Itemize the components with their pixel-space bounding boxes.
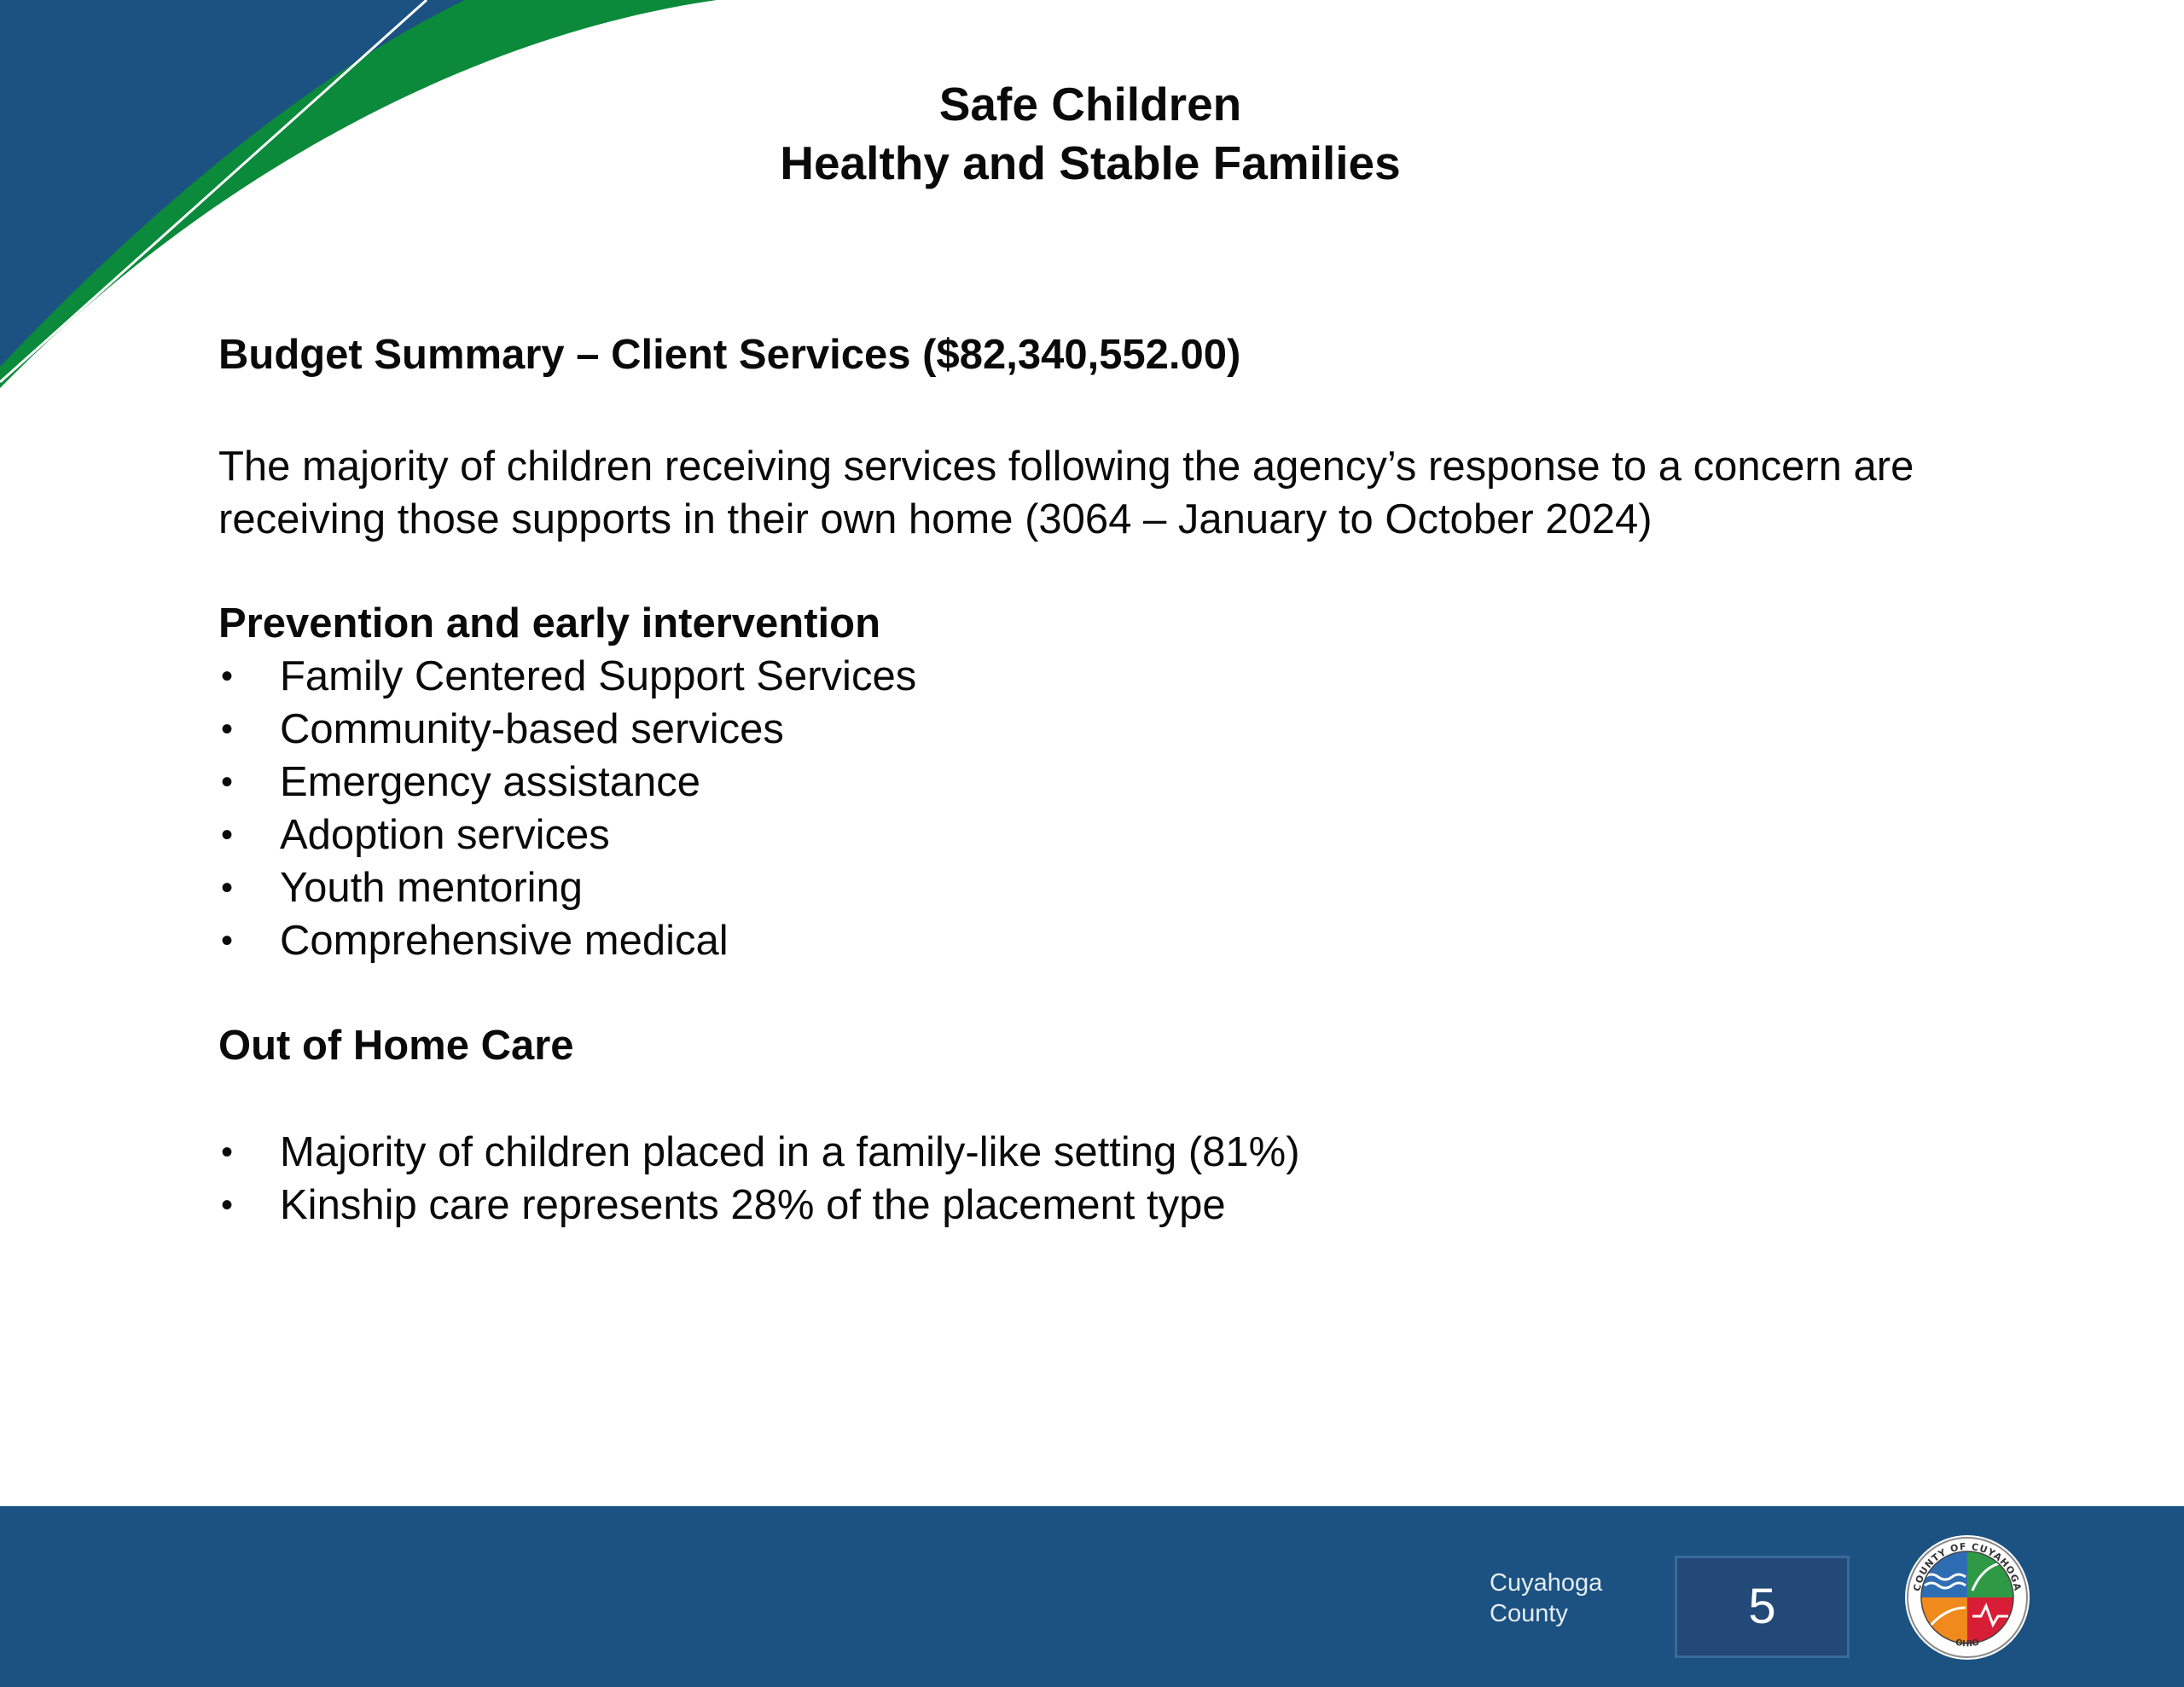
prevention-list bbox=[218, 650, 2078, 967]
list-item: • Emergency assistance bbox=[218, 756, 2078, 809]
title-line-1: Safe Children bbox=[938, 78, 1242, 130]
list-item: • Youth mentoring bbox=[218, 861, 2078, 914]
prevention-heading: Prevention and early intervention bbox=[218, 600, 881, 646]
seal-text-bottom: OHIO bbox=[1954, 1638, 1981, 1649]
list-item: • Majority of children placed in a family-like setting (81%) bbox=[218, 1126, 2078, 1179]
slide-footer bbox=[0, 1506, 2184, 1687]
slide-body bbox=[218, 328, 2078, 1232]
footer-org-name: Cuyahoga County bbox=[1490, 1569, 1603, 1627]
list-item: • Kinship care represents 28% of the placement type bbox=[218, 1179, 2078, 1232]
intro-line-2: receiving those supports in their own home (3064 – January to October 2024) bbox=[218, 496, 1653, 542]
bullet-icon: • bbox=[220, 1133, 233, 1171]
svg-text:OHIO bbox=[1955, 1638, 1980, 1649]
bullet-icon: • bbox=[220, 710, 233, 748]
bullet-icon: • bbox=[220, 658, 233, 695]
list-item: • Adoption services bbox=[218, 809, 2078, 861]
bullet-icon: • bbox=[220, 763, 233, 801]
bullet-icon: • bbox=[220, 869, 233, 907]
county-seal-icon bbox=[1904, 1534, 2030, 1661]
bullet-icon: • bbox=[220, 1186, 233, 1224]
seal-text-top: COUNTY OF CUYAHOGA bbox=[1911, 1540, 2024, 1592]
bullet-icon: • bbox=[220, 922, 233, 959]
page-number: 5 bbox=[1675, 1556, 1850, 1658]
list-item: • Comprehensive medical bbox=[218, 914, 2078, 967]
intro-paragraph bbox=[218, 440, 2078, 546]
list-item: • Community-based services bbox=[218, 703, 2078, 756]
out-of-home-list bbox=[218, 1126, 2078, 1232]
bullet-icon: • bbox=[220, 816, 233, 854]
out-of-home-heading: Out of Home Care bbox=[218, 1023, 574, 1069]
title-line-2: Healthy and Stable Families bbox=[780, 136, 1401, 189]
intro-line-1: The majority of children receiving services following the agency’s response to a concern are bbox=[218, 443, 1914, 490]
list-item: • Family Centered Support Services bbox=[218, 650, 2078, 703]
budget-heading: Budget Summary – Client Services ($82,340,552.00) bbox=[218, 332, 1241, 378]
slide-title bbox=[0, 75, 2181, 193]
